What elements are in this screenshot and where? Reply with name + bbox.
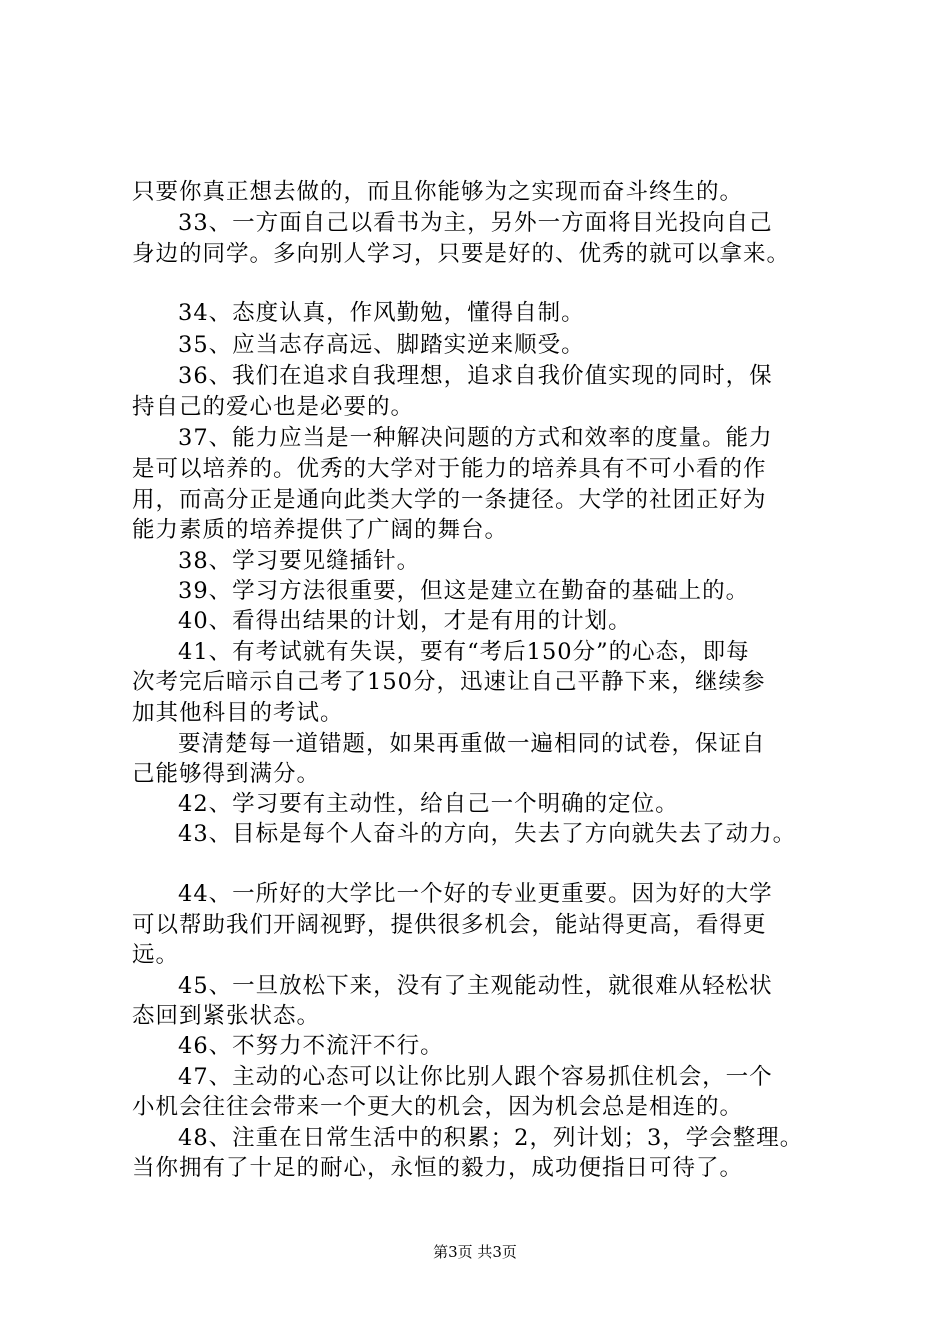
text-line: 态回到紧张状态。	[132, 1003, 321, 1029]
text-line: 42、学习要有主动性，给自己一个明确的定位。	[178, 791, 679, 817]
text-line: 36、我们在追求自我理想，追求自我价值实现的同时，保	[178, 363, 773, 389]
text-line: 41、有考试就有失误，要有“考后150分”的心态，即每	[178, 639, 750, 665]
text-line: 38、学习要见缝插针。	[178, 548, 421, 574]
text-line: 是可以培养的。优秀的大学对于能力的培养具有不可小看的作	[132, 456, 767, 482]
text-line: 当你拥有了十足的耐心，永恒的毅力，成功便指日可待了。	[132, 1155, 744, 1181]
text-line: 次考完后暗示自己考了150分，迅速让自己平静下来，继续参	[132, 669, 766, 695]
text-line: 35、应当志存高远、脚踏实逆来顺受。	[178, 332, 585, 358]
text-line: 小机会往往会带来一个更大的机会，因为机会总是相连的。	[132, 1094, 744, 1120]
text-line: 只要你真正想去做的，而且你能够为之实现而奋斗终生的。	[132, 179, 744, 205]
text-line: 能力素质的培养提供了广阔的舞台。	[132, 517, 509, 543]
text-line: 40、看得出结果的计划，才是有用的计划。	[178, 608, 632, 634]
text-line: 要清楚每一道错题，如果再重做一遍相同的试卷，保证自	[178, 731, 766, 757]
text-line: 远。	[132, 942, 180, 968]
text-line: 43、目标是每个人奋斗的方向，失去了方向就失去了动力。	[178, 821, 797, 847]
text-line: 45、一旦放松下来，没有了主观能动性，就很难从轻松状	[178, 973, 773, 999]
text-line: 可以帮助我们开阔视野，提供很多机会，能站得更高，看得更	[132, 912, 767, 938]
text-line: 身边的同学。多向别人学习，只要是好的、优秀的就可以拿来。	[132, 241, 791, 267]
text-line: 47、主动的心态可以让你比别人跟个容易抓住机会，一个	[178, 1064, 773, 1090]
text-line: 37、能力应当是一种解决问题的方式和效率的度量。能力	[178, 425, 773, 451]
text-line: 用，而高分正是通向此类大学的一条捷径。大学的社团正好为	[132, 487, 767, 513]
text-line: 34、态度认真，作风勤勉，懂得自制。	[178, 300, 585, 326]
text-line: 己能够得到满分。	[132, 761, 321, 787]
text-line: 33、一方面自己以看书为主，另外一方面将目光投向自己	[178, 210, 773, 236]
text-line: 44、一所好的大学比一个好的专业更重要。因为好的大学	[178, 881, 773, 907]
text-line: 48、注重在日常生活中的积累；2，列计划；3，学会整理。	[178, 1125, 804, 1151]
text-line: 持自己的爱心也是必要的。	[132, 394, 415, 420]
text-line: 加其他科目的考试。	[132, 700, 344, 726]
text-line: 39、学习方法很重要，但这是建立在勤奋的基础上的。	[178, 578, 750, 604]
page-number: 第3页 共3页	[433, 1243, 517, 1261]
text-line: 46、不努力不流汗不行。	[178, 1033, 444, 1059]
